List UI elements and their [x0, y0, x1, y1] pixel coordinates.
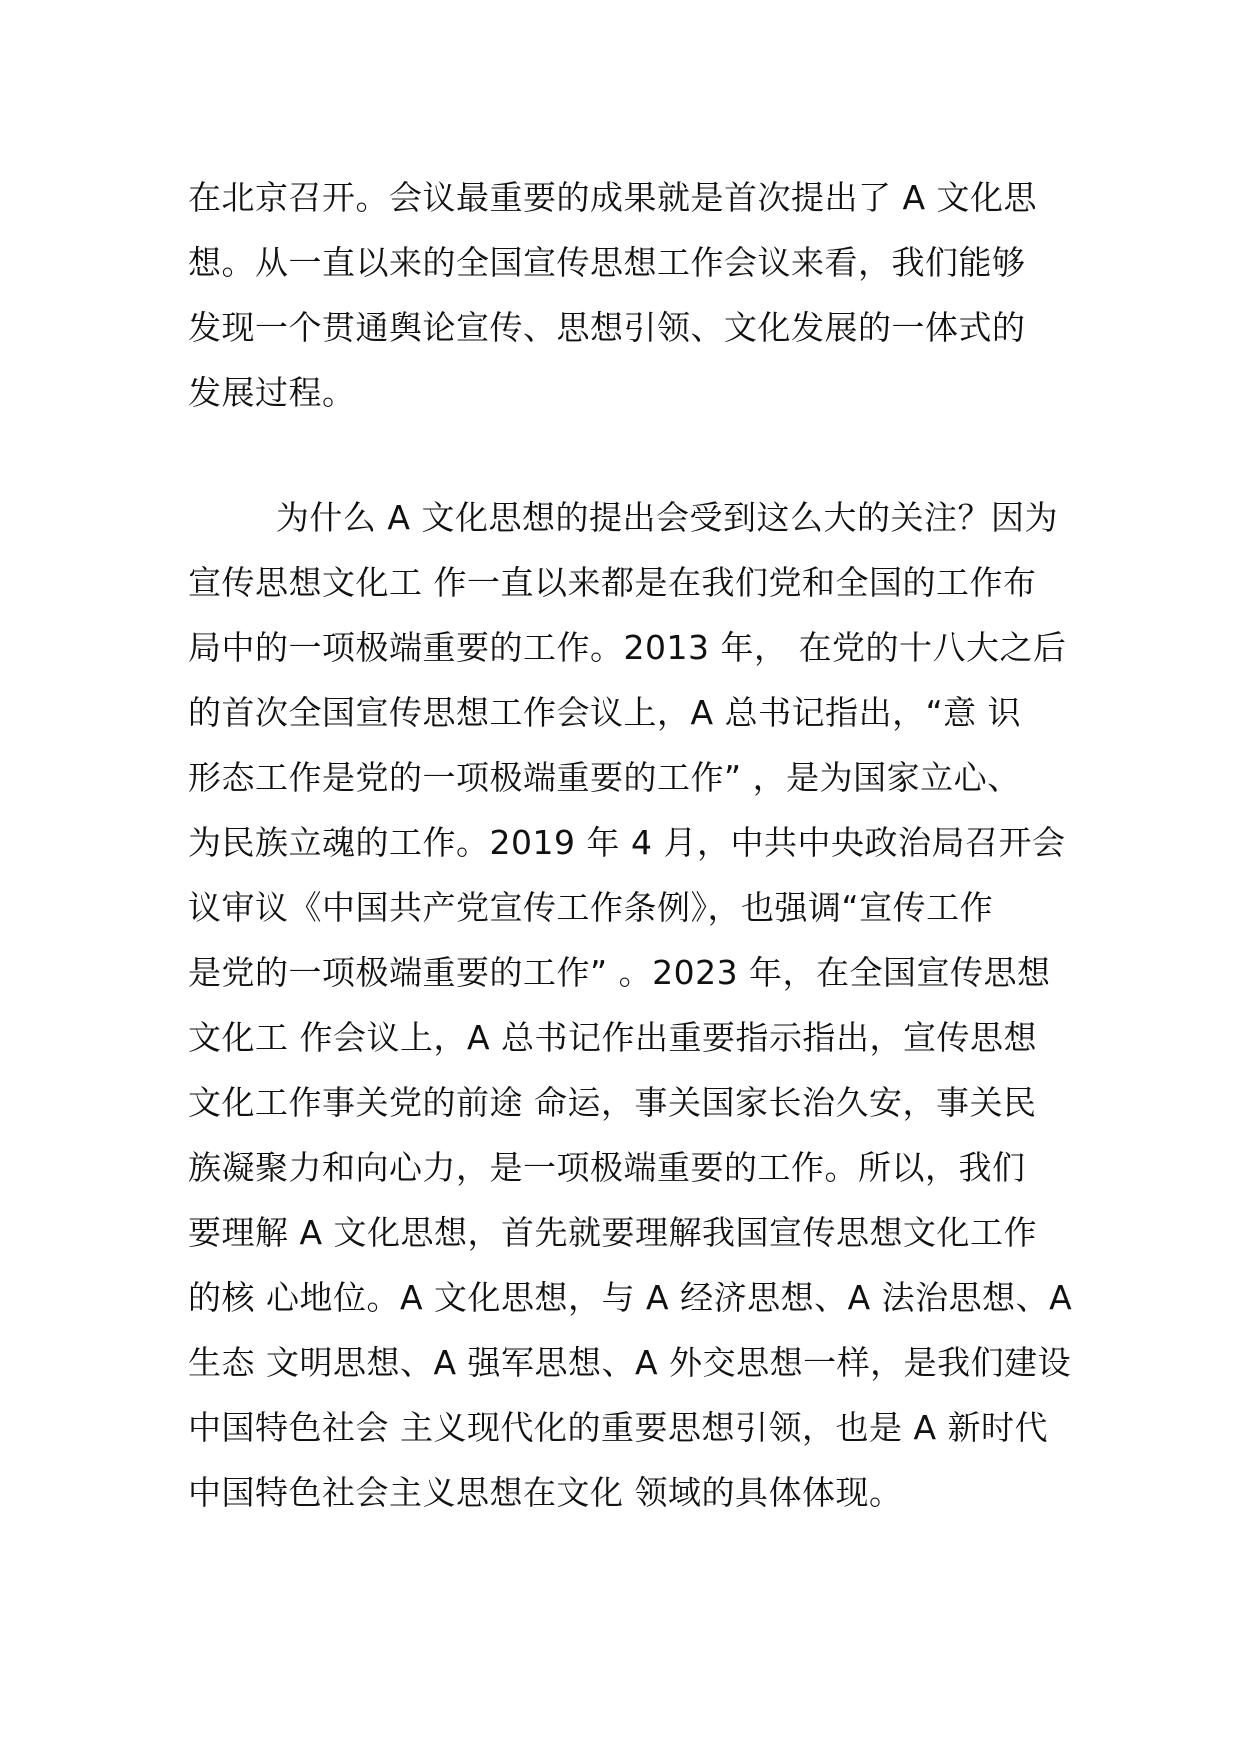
text-line: 族凝聚力和向心力，是一项极端重要的工作。所以，我们	[188, 1148, 1026, 1187]
paragraph-1	[188, 165, 1058, 425]
text-line: 局中的一项极端重要的工作。2013 年， 在党的十八大之后	[188, 628, 1067, 667]
text-line: 议审议《中国共产党宣传工作条例》，也强调“宣传工作	[188, 888, 994, 927]
text-line: 是党的一项极端重要的工作” 。2023 年，在全国宣传思想	[188, 953, 1051, 992]
text-line: 宣传思想文化工 作一直以来都是在我们党和全国的工作布	[188, 563, 1037, 602]
text-line: 在北京召开。会议最重要的成果就是首次提出了 A 文化思	[188, 178, 1038, 217]
text-line: 文化工 作会议上，A 总书记作出重要指示指出，宣传思想	[188, 1018, 1038, 1057]
text-line: 为民族立魂的工作。2019 年 4 月，中共中央政治局召开会	[188, 823, 1066, 862]
paragraph-2	[188, 485, 1073, 1525]
text-line: 想。从一直以来的全国宣传思想工作会议来看，我们能够	[188, 243, 1026, 282]
text-line: 中国特色社会主义思想在文化 领域的具体体现。	[188, 1473, 903, 1512]
text-line: 生态 文明思想、A 强军思想、A 外交思想一样，是我们建设	[188, 1343, 1072, 1382]
text-line: 文化工作事关党的前途 命运，事关国家长治久安，事关民	[188, 1083, 1037, 1122]
text-line: 中国特色社会 主义现代化的重要思想引领，也是 A 新时代	[188, 1408, 1049, 1447]
text-line: 发展过程。	[188, 373, 356, 412]
text-line: 的首次全国宣传思想工作会议上，A 总书记指出，“意 识	[188, 693, 1022, 732]
text-line: 为什么 A 文化思想的提出会受到这么大的关注？因为	[188, 498, 1058, 537]
text-line: 要理解 A 文化思想，首先就要理解我国宣传思想文化工作	[188, 1213, 1038, 1252]
text-line: 的核 心地位。A 文化思想，与 A 经济思想、A 法治思想、A	[188, 1278, 1073, 1317]
text-line: 形态工作是党的一项极端重要的工作” ，是为国家立心、	[188, 758, 1021, 797]
text-line: 发现一个贯通舆论宣传、思想引领、文化发展的一体式的	[188, 308, 1026, 347]
